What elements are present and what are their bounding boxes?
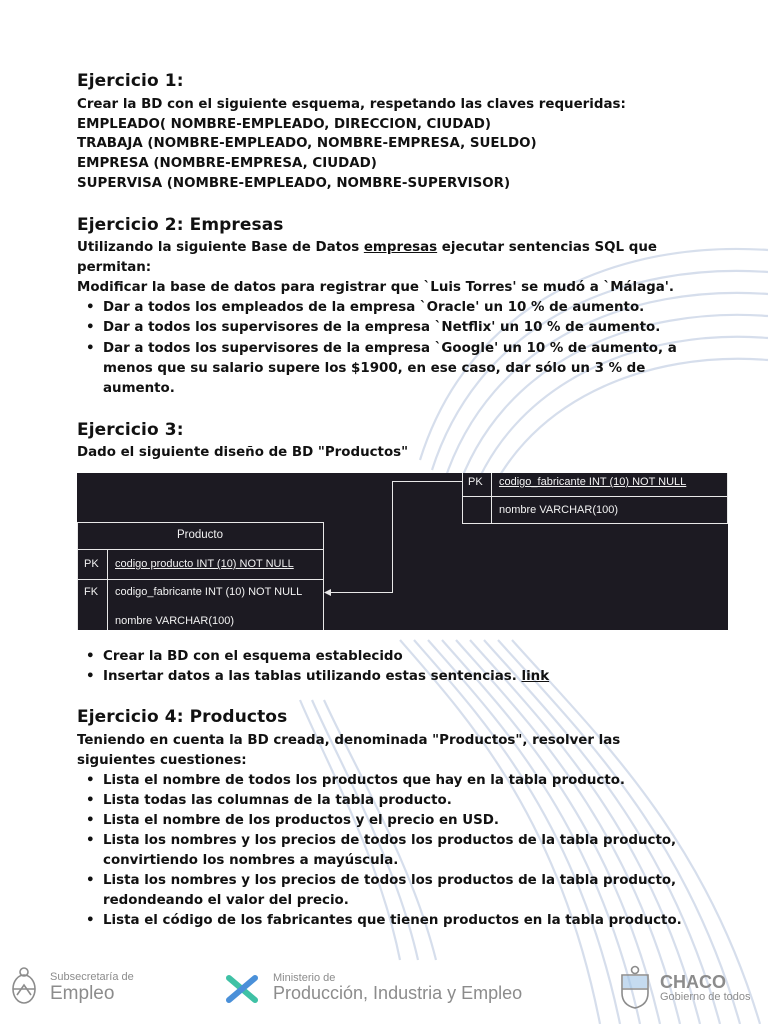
ejercicio-2-line3: Modificar la base de datos para registrar que `Luis Torres' se mudó a `Málaga'. <box>77 280 674 295</box>
logo1-caption: Subsecretaría de <box>50 971 134 983</box>
relation-line <box>329 482 463 593</box>
intro-text: Utilizando la siguiente Base de Datos <box>77 240 364 255</box>
footer-logos <box>0 955 768 1024</box>
list-item <box>77 871 717 911</box>
empresas-link[interactable]: empresas <box>363 240 438 255</box>
bullet-icon: • <box>86 649 95 664</box>
list-item <box>77 771 717 791</box>
ejercicio-1-line: SUPERVISA (NOMBRE-EMPLEADO, NOMBRE-SUPERVISOR) <box>77 176 511 191</box>
list-item-text: Lista los nombres y los precios de todos los productos de la tabla producto, convirtiendo los nombres a mayúscula. <box>103 833 677 868</box>
producto-fk-label: FK <box>84 586 99 598</box>
list-item <box>77 831 717 871</box>
bullet-icon: • <box>86 793 95 808</box>
list-item-text: Lista todas las columnas de la tabla producto. <box>103 793 452 808</box>
bullet-icon: • <box>86 913 95 928</box>
bullet-icon: • <box>86 873 95 888</box>
list-item-text: Dar a todos los supervisores de la empresa `Google' un 10 % de aumento, a menos que su salario supere los $1900, en ese caso, dar sólo un 3 % de aumento. <box>103 341 677 396</box>
ejercicio-3-title: Ejercicio 3: <box>77 420 184 440</box>
bullet-icon: • <box>86 300 95 315</box>
list-item <box>77 339 709 399</box>
ejercicio-2-intro-line2: permitan: <box>77 260 152 275</box>
ejercicio-1-line: EMPRESA (NOMBRE-EMPRESA, CIUDAD) <box>77 156 377 171</box>
sentencias-link[interactable]: link <box>521 669 550 684</box>
list-item <box>77 298 717 318</box>
ejercicio-4-intro: Teniendo en cuenta la BD creada, denominada "Productos", resolver las <box>77 733 621 748</box>
fabricante-nombre-field: nombre VARCHAR(100) <box>499 504 619 516</box>
list-item <box>77 911 727 931</box>
bullet-icon: • <box>86 813 95 828</box>
list-item-text: Dar a todos los empleados de la empresa `Oracle' un 10 % de aumento. <box>103 300 645 315</box>
list-item <box>77 318 717 338</box>
producto-pk-field: codigo producto INT (10) NOT NULL <box>115 558 294 570</box>
ejercicio-2-title: Ejercicio 2: Empresas <box>77 215 284 235</box>
bullet-icon: • <box>86 320 95 335</box>
logo2-name: Producción, Industria y Empleo <box>273 983 523 1003</box>
list-item-text <box>103 667 717 687</box>
list-item-text: Crear la BD con el esquema establecido <box>103 649 403 664</box>
list-item <box>77 811 717 831</box>
er-diagram <box>77 473 728 630</box>
list-item-text: Lista los nombres y los precios de todos los productos de la tabla producto, redondeando el valor del precio. <box>103 873 677 908</box>
fabricante-pk-label: PK <box>468 476 483 488</box>
ejercicio-1-line: EMPLEADO( NOMBRE-EMPLEADO, DIRECCION, CIUDAD) <box>77 117 491 132</box>
producto-pk-label: PK <box>84 558 99 570</box>
escudo-icon <box>8 965 40 1007</box>
list-item-text: Dar a todos los supervisores de la empresa `Netflix' un 10 % de aumento. <box>103 320 661 335</box>
ejercicio-4-title: Ejercicio 4: Productos <box>77 707 288 727</box>
logo2-caption: Ministerio de <box>273 972 336 984</box>
ejercicio-2-intro <box>77 238 657 258</box>
ejercicio-3-intro: Dado el siguiente diseño de BD "Productos" <box>77 445 409 460</box>
ejercicio-1-line: Crear la BD con el siguiente esquema, respetando las claves requeridas: <box>77 97 626 112</box>
logo3-caption: Gobierno de todos <box>660 991 751 1003</box>
producto-nombre-field: nombre VARCHAR(100) <box>115 615 235 627</box>
chaco-escudo-icon <box>618 965 652 1009</box>
ejercicio-1-title: Ejercicio 1: <box>77 71 184 91</box>
producto-table-title: Producto <box>176 529 224 541</box>
bullet-icon: • <box>86 341 95 356</box>
list-item <box>77 667 717 687</box>
intro-text: ejecutar sentencias SQL que <box>437 240 657 255</box>
list-item-text: Lista el código de los fabricantes que tienen productos en la tabla producto. <box>103 913 682 928</box>
logo3-name: CHACO <box>660 972 726 992</box>
list-item <box>77 791 717 811</box>
bullet-text: Insertar datos a las tablas utilizando estas sentencias. <box>103 669 522 684</box>
bullet-icon: • <box>86 773 95 788</box>
bullet-icon: • <box>86 833 95 848</box>
fabricante-pk-field: codigo_fabricante INT (10) NOT NULL <box>499 476 687 488</box>
bullet-icon: • <box>86 669 95 684</box>
logo1-name: Empleo <box>50 983 115 1004</box>
list-item-text: Lista el nombre de todos los productos que hay en la tabla producto. <box>103 773 626 788</box>
relation-arrowhead <box>324 589 331 596</box>
ejercicio-1-line: TRABAJA (NOMBRE-EMPLEADO, NOMBRE-EMPRESA, SUELDO) <box>77 136 537 151</box>
list-item <box>77 647 717 667</box>
producto-fk-field: codigo_fabricante INT (10) NOT NULL <box>115 586 303 598</box>
ejercicio-4-intro-line2: siguientes cuestiones: <box>77 753 247 768</box>
er-diagram-lines <box>77 473 728 630</box>
ministerio-x-icon <box>226 975 258 1003</box>
list-item-text: Lista el nombre de los productos y el precio en USD. <box>103 813 499 828</box>
